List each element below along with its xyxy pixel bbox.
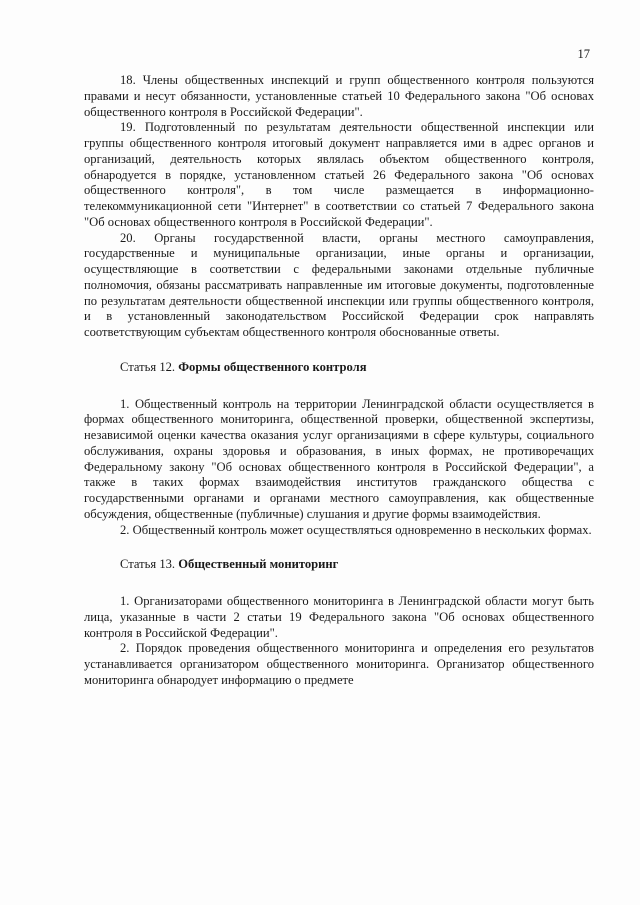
article-12-heading (84, 360, 594, 376)
article-13-number: Статья 13. (120, 557, 179, 572)
page-number: 17 (577, 47, 590, 61)
article-13-heading (84, 557, 594, 573)
article-12-title: Формы общественного контроля (178, 359, 367, 374)
paragraph-19: 19. Подготовленный по результатам деятельности общественной инспекции или группы общественного контроля итоговый документ направляется ими в адрес органов и организаций, деятельность которых являлась объектом общественного контроля, обнародуется в порядке, установленном статьей 26 Федерального закона "Об основах общественного контроля", в том числе размещается в информационно-телекоммуникационной сети "Интернет" в соответствии со статьей 7 Федерального закона "Об основах общественного контроля в Российской Федерации". (84, 120, 594, 229)
paragraph-20: 20. Органы государственной власти, органы местного самоуправления, государственные и муниципальные организации, иные органы и организации, осуществляющие в соответствии с федеральными законами отдельные публичные полномочия, обязаны рассматривать направленные им итоговые документы, подготовленные по результатам деятельности общественной инспекции или группы общественного контроля, и в установленный законодательством Российской Федерации срок направлять соответствующим субъектам общественного контроля обоснованные ответы. (84, 230, 594, 339)
article-13-paragraph-1: 1. Организаторами общественного мониторинга в Ленинградской области могут быть лица, указанные в части 2 статьи 19 Федерального закона "Об основах общественного контроля в Российской Федерации". (84, 594, 594, 640)
paragraph-18: 18. Члены общественных инспекций и групп общественного контроля пользуются правами и несут обязанности, установленные статьей 10 Федерального закона "Об основах общественного контроля в Российской Федерации". (84, 73, 594, 119)
article-13-paragraph-2: 2. Порядок проведения общественного мониторинга и определения его результатов устанавливается организатором общественного мониторинга. Организатор общественного мониторинга обнародует информацию о предмете (84, 641, 594, 687)
article-12-paragraph-1: 1. Общественный контроль на территории Ленинградской области осуществляется в формах общественного мониторинга, общественной проверки, общественной экспертизы, независимой оценки качества оказания услуг организациями в сфере культуры, социального обслуживания, охраны здоровья и образования, в иных формах, не противоречащих Федеральному закону "Об основах общественного контроля в Российской Федерации", а также в таких формах взаимодействия институтов гражданского общества с государственными органами и органами местного самоуправления, как общественные обсуждения, общественные (публичные) слушания и другие формы взаимодействия. (84, 396, 594, 521)
document-body (84, 73, 594, 689)
article-12-paragraph-2: 2. Общественный контроль может осуществляться одновременно в нескольких формах. (120, 522, 592, 537)
article-12-number: Статья 12. (120, 359, 179, 374)
article-13-title: Общественный мониторинг (178, 557, 339, 572)
